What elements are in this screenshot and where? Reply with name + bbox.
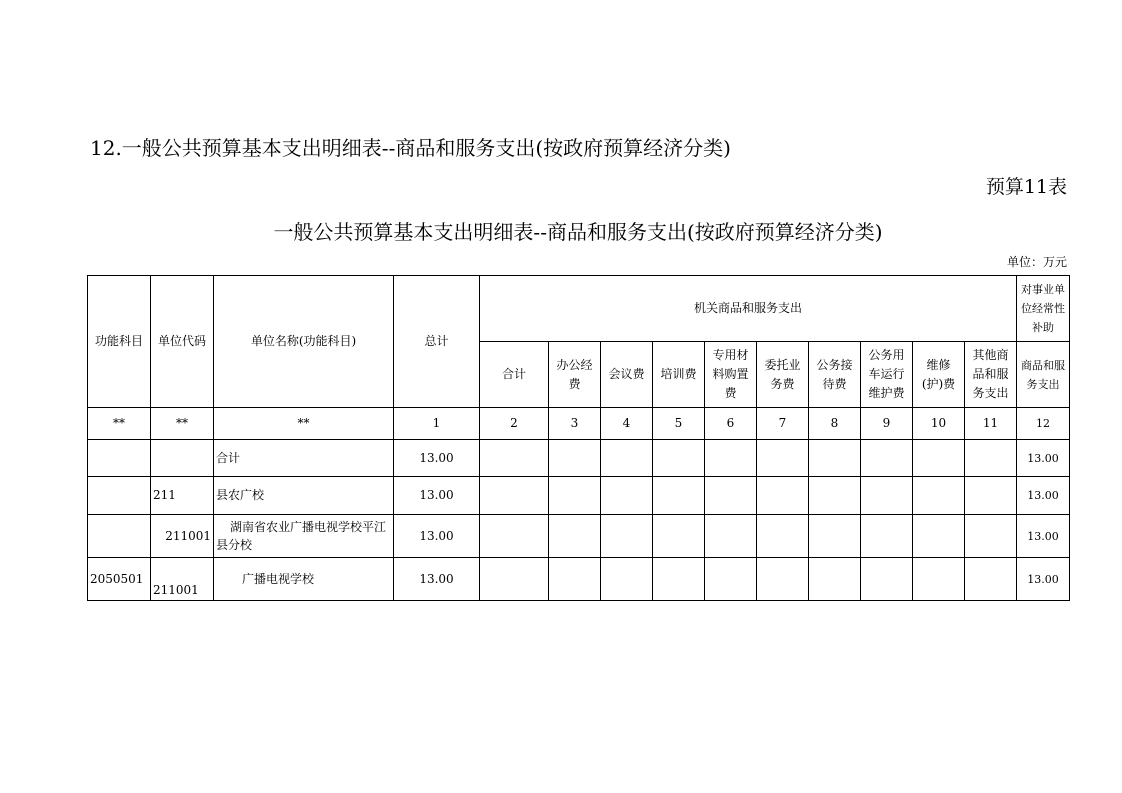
index-cell: 11 bbox=[965, 408, 1017, 440]
header-col-4: 会议费 bbox=[601, 342, 653, 408]
index-cell: 8 bbox=[809, 408, 861, 440]
table-row bbox=[88, 515, 1070, 558]
header-row-1 bbox=[88, 276, 1070, 342]
name-cell: 湖南省农业广播电视学校平江县分校 bbox=[214, 515, 394, 558]
empty-cell bbox=[549, 477, 601, 515]
header-col-5: 培训费 bbox=[653, 342, 705, 408]
page-heading: 12.一般公共预算基本支出明细表--商品和服务支出(按政府预算经济分类) bbox=[90, 136, 731, 160]
empty-cell bbox=[705, 477, 757, 515]
subsidy-cell: 13.00 bbox=[1017, 477, 1070, 515]
empty-cell bbox=[653, 440, 705, 477]
index-cell: 10 bbox=[913, 408, 965, 440]
func-cell bbox=[88, 440, 151, 477]
table-row bbox=[88, 477, 1070, 515]
total-cell: 13.00 bbox=[394, 558, 480, 601]
empty-cell bbox=[913, 515, 965, 558]
empty-cell bbox=[861, 515, 913, 558]
header-total: 总计 bbox=[394, 276, 480, 408]
subsidy-cell: 13.00 bbox=[1017, 558, 1070, 601]
empty-cell bbox=[809, 558, 861, 601]
subsidy-cell: 13.00 bbox=[1017, 515, 1070, 558]
name-cell: 合计 bbox=[214, 440, 394, 477]
index-cell: 3 bbox=[549, 408, 601, 440]
index-cell: ** bbox=[88, 408, 151, 440]
index-cell: ** bbox=[151, 408, 214, 440]
table-row bbox=[88, 440, 1070, 477]
index-cell: 12 bbox=[1017, 408, 1070, 440]
empty-cell bbox=[480, 477, 549, 515]
code-cell bbox=[151, 440, 214, 477]
empty-cell bbox=[705, 558, 757, 601]
empty-cell bbox=[601, 558, 653, 601]
empty-cell bbox=[601, 477, 653, 515]
code-cell: 211001 bbox=[151, 515, 214, 558]
header-unit-name: 单位名称(功能科目) bbox=[214, 276, 394, 408]
empty-cell bbox=[705, 440, 757, 477]
unit-label: 单位：万元 bbox=[1006, 255, 1067, 269]
subsidy-cell: 13.00 bbox=[1017, 440, 1070, 477]
empty-cell bbox=[965, 558, 1017, 601]
code-cell: 211001 bbox=[151, 558, 214, 601]
index-row bbox=[88, 408, 1070, 440]
empty-cell bbox=[653, 558, 705, 601]
empty-cell bbox=[705, 515, 757, 558]
empty-cell bbox=[653, 515, 705, 558]
header-col-11: 其他商品和服务支出 bbox=[965, 342, 1017, 408]
func-cell: 2050501 bbox=[88, 558, 151, 601]
empty-cell bbox=[757, 477, 809, 515]
empty-cell bbox=[601, 440, 653, 477]
empty-cell bbox=[757, 515, 809, 558]
empty-cell bbox=[757, 558, 809, 601]
func-cell bbox=[88, 515, 151, 558]
header-col-9: 公务用车运行维护费 bbox=[861, 342, 913, 408]
index-cell: 1 bbox=[394, 408, 480, 440]
empty-cell bbox=[965, 515, 1017, 558]
empty-cell bbox=[861, 558, 913, 601]
empty-cell bbox=[965, 477, 1017, 515]
empty-cell bbox=[653, 477, 705, 515]
empty-cell bbox=[809, 440, 861, 477]
empty-cell bbox=[549, 440, 601, 477]
table-title: 一般公共预算基本支出明细表--商品和服务支出(按政府预算经济分类) bbox=[273, 220, 883, 244]
empty-cell bbox=[480, 558, 549, 601]
budget-table bbox=[87, 275, 1070, 601]
code-cell: 211 bbox=[151, 477, 214, 515]
total-cell: 13.00 bbox=[394, 477, 480, 515]
index-cell: 2 bbox=[480, 408, 549, 440]
total-cell: 13.00 bbox=[394, 515, 480, 558]
empty-cell bbox=[861, 440, 913, 477]
name-cell: 县农广校 bbox=[214, 477, 394, 515]
empty-cell bbox=[809, 477, 861, 515]
empty-cell bbox=[480, 515, 549, 558]
header-col-7: 委托业务费 bbox=[757, 342, 809, 408]
header-unit-code: 单位代码 bbox=[151, 276, 214, 408]
empty-cell bbox=[757, 440, 809, 477]
empty-cell bbox=[480, 440, 549, 477]
index-cell: 9 bbox=[861, 408, 913, 440]
index-cell: ** bbox=[214, 408, 394, 440]
table-row bbox=[88, 558, 1070, 601]
empty-cell bbox=[549, 515, 601, 558]
header-col-6: 专用材料购置费 bbox=[705, 342, 757, 408]
index-cell: 5 bbox=[653, 408, 705, 440]
index-cell: 4 bbox=[601, 408, 653, 440]
header-col-10: 维修(护)费 bbox=[913, 342, 965, 408]
empty-cell bbox=[913, 558, 965, 601]
table-number: 预算11表 bbox=[985, 176, 1067, 198]
empty-cell bbox=[913, 477, 965, 515]
empty-cell bbox=[809, 515, 861, 558]
total-cell: 13.00 bbox=[394, 440, 480, 477]
header-col-2: 合计 bbox=[480, 342, 549, 408]
empty-cell bbox=[549, 558, 601, 601]
header-subsidy: 对事业单位经常性补助 bbox=[1017, 276, 1070, 342]
header-col-12: 商品和服务支出 bbox=[1017, 342, 1070, 408]
header-org-goods-services: 机关商品和服务支出 bbox=[480, 276, 1017, 342]
index-cell: 6 bbox=[705, 408, 757, 440]
header-func-subject: 功能科目 bbox=[88, 276, 151, 408]
func-cell bbox=[88, 477, 151, 515]
header-col-3: 办公经费 bbox=[549, 342, 601, 408]
index-cell: 7 bbox=[757, 408, 809, 440]
empty-cell bbox=[861, 477, 913, 515]
name-cell: 广播电视学校 bbox=[214, 558, 394, 601]
header-col-8: 公务接待费 bbox=[809, 342, 861, 408]
empty-cell bbox=[913, 440, 965, 477]
empty-cell bbox=[601, 515, 653, 558]
empty-cell bbox=[965, 440, 1017, 477]
